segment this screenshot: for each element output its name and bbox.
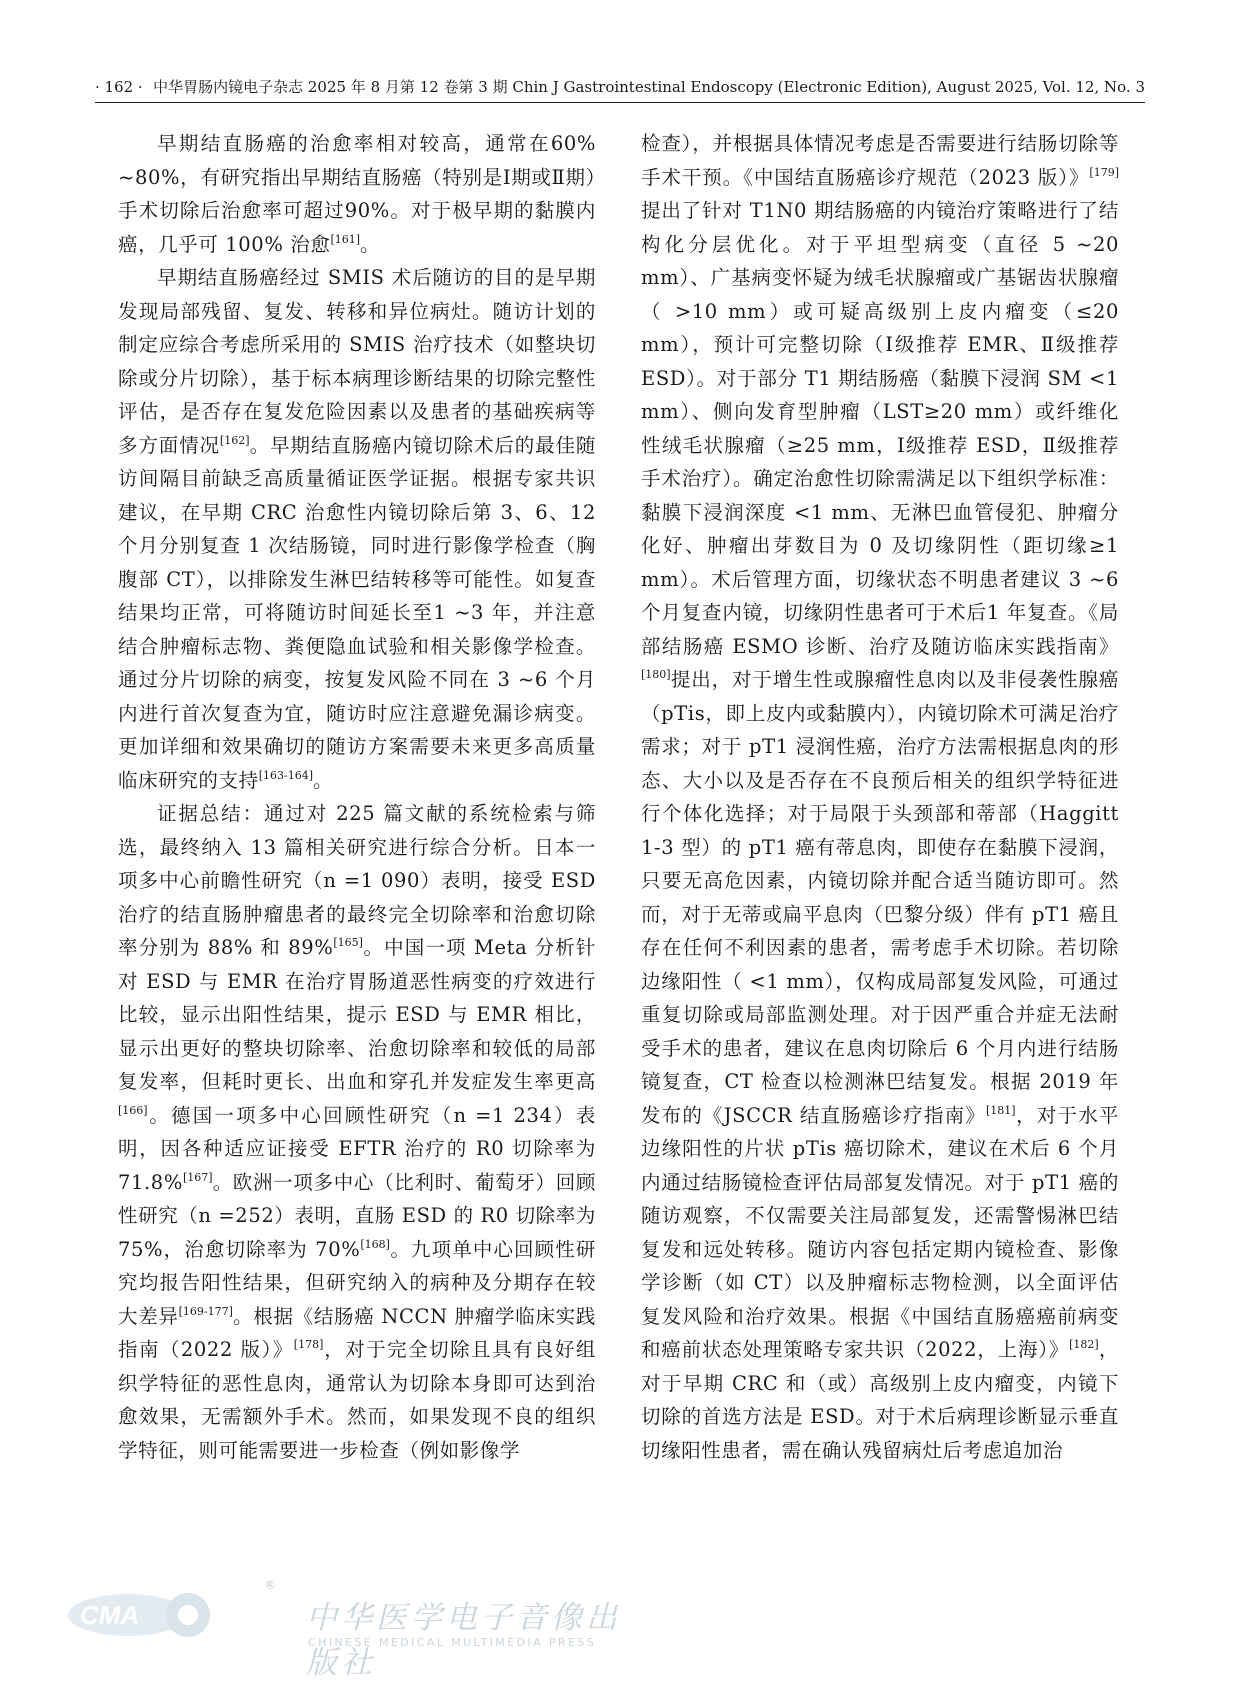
paragraph-follow-up: 早期结直肠癌经过 SMIS 术后随访的目的是早期发现局部残留、复发、转移和异位病灶。随访计划的制定应综合考虑所采用的 SMIS 治疗技术（如整块切除或分片切除），基于标本病理诊断结果的切除完整性评估，是否存在复发危险因素以及患者的基础疾病等多方面情况[162]。早期结直肠癌内镜切除术后的最佳随访间隔目前缺乏高质量循证医学证据。根据专家共识建议，在早期 CRC 治愈性内镜切除后第 3、6、12 个月分别复查 1 次结肠镜，同时进行影像学检查（胸腹部 CT），以排除发生淋巴结转移等可能性。如复查结果均正常，可将随访时间延长至1 ~3 年，并注意结合肿瘤标志物、粪便隐血试验和相关影像学检查。通过分片切除的病变，按复发风险不同在 3 ~6 个月内进行首次复查为宜，随访时应注意避免漏诊病变。更加详细和效果确切的随访方案需要未来更多高质量临床研究的支持[163-164]。	[118, 266, 596, 792]
citation-ref: [169-177]	[178, 1304, 233, 1318]
citation-ref: [181]	[985, 1103, 1016, 1117]
citation-ref: [178]	[293, 1338, 324, 1351]
publisher-name-cn: 中华医学电子音像出版社	[306, 1600, 621, 1681]
citation-ref: [165]	[333, 936, 363, 949]
right-column	[641, 127, 1119, 1467]
citation-ref: [179]	[1089, 165, 1119, 179]
citation-ref: [168]	[360, 1237, 390, 1251]
running-header	[95, 76, 1145, 103]
citation-ref: [161]	[330, 232, 361, 246]
cma-logo	[68, 1590, 258, 1640]
paragraph-cure-rate: 早期结直肠癌的治愈率相对较高，通常在60% ~80%，有研究指出早期结直肠癌（特别是Ⅰ期或Ⅱ期）手术切除后治愈率可超过90%。对于极早期的黏膜内癌，几乎可 100% 治愈[161]。	[118, 132, 596, 256]
registered-mark: ®	[264, 1578, 276, 1592]
citation-ref: [180]	[641, 668, 671, 681]
logo-text: CMA	[80, 1600, 140, 1630]
citation-ref: [163-164]	[258, 768, 313, 782]
publisher-watermark	[68, 1578, 628, 1681]
paragraph-guidelines: 检查），并根据具体情况考虑是否需要进行结肠切除等手术干预。《中国结直肠癌诊疗规范（2023 版）》[179]提出了针对 T1N0 期结肠癌的内镜治疗策略进行了结构化分层优化。对于平坦型病变（直径 5 ~20 mm）、广基病变怀疑为绒毛状腺瘤或广基锯齿状腺瘤（ >10 mm）或可疑高级别上皮内瘤变（≤20 mm），预计可完整切除（Ⅰ级推荐 EMR、Ⅱ级推荐 ESD）。对于部分 T1 期结肠癌（黏膜下浸润 SM <1 mm）、侧向发育型肿瘤（LST≥20 mm）或纤维化性绒毛状腺瘤（≥25 mm，Ⅰ级推荐 ESD，Ⅱ级推荐手术治疗）。确定治愈性切除需满足以下组织学标准：黏膜下浸润深度 <1 mm、无淋巴血管侵犯、肿瘤分化好、肿瘤出芽数目为 0 及切缘阴性（距切缘≥1 mm）。术后管理方面，切缘状态不明患者建议 3 ~6 个月复查内镜，切缘阴性患者可于术后1 年复查。《局部结肠癌 ESMO 诊断、治疗及随访临床实践指南》[180]提出，对于增生性或腺瘤性息肉以及非侵袭性腺癌（pTis，即上皮内或黏膜内），内镜切除术可满足治疗需求；对于 pT1 浸润性癌，治疗方法需根据息肉的形态、大小以及是否存在不良预后相关的组织学特征进行个体化选择；对于局限于头颈部和蒂部（Haggitt 1-3 型）的 pT1 癌有蒂息肉，即使存在黏膜下浸润，只要无高危因素，内镜切除并配合适当随访即可。然而，对于无蒂或扁平息肉（巴黎分级）伴有 pT1 癌且存在任何不利因素的患者，需考虑手术切除。若切除边缘阳性（ <1 mm），仅构成局部复发风险，可通过重复切除或局部监测处理。对于因严重合并症无法耐受手术的患者，建议在息肉切除后 6 个月内进行结肠镜复查，CT 检查以检测淋巴结复发。根据 2019 年发布的《JSCCR 结直肠癌诊疗指南》[181]，对于水平边缘阳性的片状 pTis 癌切除术，建议在术后 6 个月内通过结肠镜检查评估局部复发情况。对于 pT1 癌的随访观察，不仅需要关注局部复发，还需警惕淋巴结复发和远处转移。随访内容包括定期内镜检查、影像学诊断（如 CT）以及肿瘤标志物检测，以全面评估复发风险和治疗效果。根据《中国结直肠癌癌前病变和癌前状态处理策略专家共识（2022，上海）》[182]，对于早期 CRC 和（或）高级别上皮内瘤变，内镜下切除的首选方法是 ESD。对于术后病理诊断显示垂直切缘阳性患者，需在确认残留病灶后考虑追加治	[641, 132, 1119, 1462]
publisher-name-en: CHINESE MEDICAL MULTIMEDIA PRESS	[308, 1636, 597, 1649]
left-column	[118, 127, 596, 1467]
page-number: · 162 ·	[95, 78, 143, 96]
citation-ref: [162]	[219, 433, 250, 447]
journal-citation: 中华胃肠内镜电子杂志 2025 年 8 月第 12 卷第 3 期 Chin J Gastrointestinal Endoscopy (Electronic Edition), August 2025, Vol. 12, No. 3	[153, 78, 1145, 96]
citation-ref: [182]	[1069, 1338, 1099, 1351]
citation-ref: [167]	[182, 1170, 213, 1184]
citation-ref: [166]	[118, 1103, 148, 1117]
paragraph-evidence-summary: 证据总结：通过对 225 篇文献的系统检索与筛选，最终纳入 13 篇相关研究进行综合分析。日本一项多中心前瞻性研究（n =1 090）表明，接受 ESD 治疗的结直肠肿瘤患者的最终完全切除率和治愈切除率分别为 88% 和 89%[165]。中国一项 Meta 分析针对 ESD 与 EMR 在治疗胃肠道恶性病变的疗效进行比较，显示出阳性结果，提示 ESD 与 EMR 相比，显示出更好的整块切除率、治愈切除率和较低的局部复发率，但耗时更长、出血和穿孔并发症发生率更高[166]。德国一项多中心回顾性研究（n =1 234）表明，因各种适应证接受 EFTR 治疗的 R0 切除率为 71.8%[167]。欧洲一项多中心（比利时、葡萄牙）回顾性研究（n =252）表明，直肠 ESD 的 R0 切除率为 75%，治愈切除率为 70%[168]。九项单中心回顾性研究均报告阳性结果，但研究纳入的病种及分期存在较大差异[169-177]。根据《结肠癌 NCCN 肿瘤学临床实践指南（2022 版）》[178]，对于完全切除且具有良好组织学特征的恶性息肉，通常认为切除本身即可达到治愈效果，无需额外手术。然而，如果发现不良的组织学特征，则可能需要进一步检查（例如影像学	[118, 802, 597, 1462]
